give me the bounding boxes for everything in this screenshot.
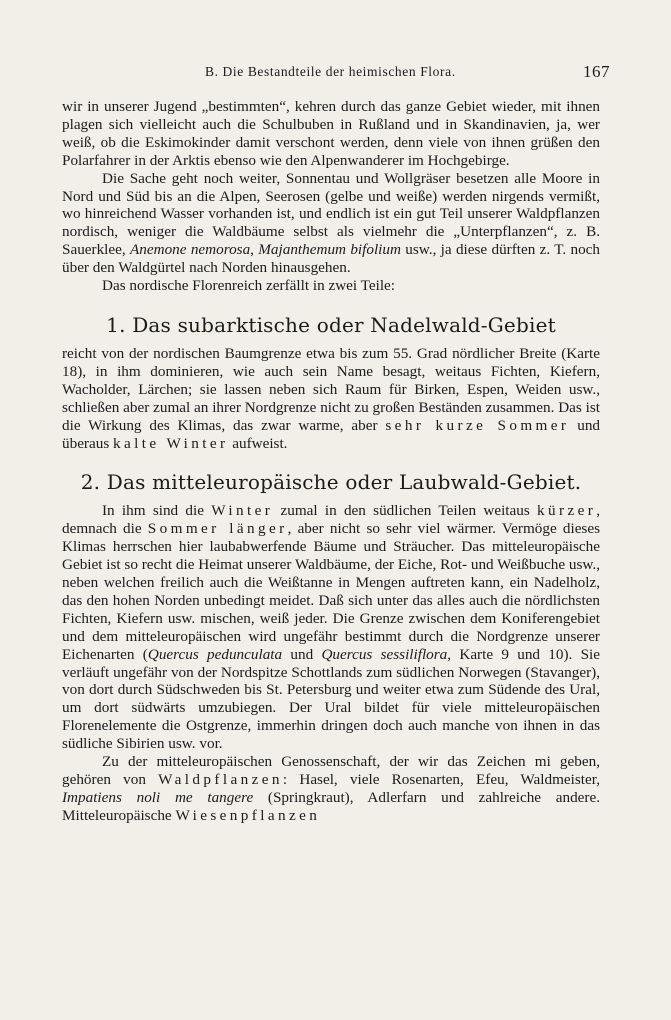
spaced-emphasis: kürzer <box>537 502 597 520</box>
text-run: : Hasel, viele Rosenarten, Efeu, Waldmeister, <box>282 771 600 788</box>
latin-name: Quercus pedunculata <box>147 645 283 663</box>
text-run: Karte 9 und 10). Sie verläuft ungefähr von der Nordspitze Schottlands zum südlichen Norwegen (Stavanger), von dort durch Südschweden bis St. Petersburg und weiter etwa zum Südende des Ural, um dort südwärts umzubiegen. Der Ural bildet für viele mitteleuropäischen Florenelemente die Ostgrenze, immerhin dringen doch auch manche von ihnen in das südliche Sibirien usw. vor. <box>62 645 600 753</box>
text-run: Die Sache geht noch weiter, Sonnentau und Wollgräser besetzen alle Moore in Nord und Süd bis an die Alpen, Seerosen (gelbe und weiße) werden nirgends vermißt, wo hinreichend Wasser vorhanden ist, und endlich ist ein gut Teil unserer Waldpflanzen nordisch, weniger die Waldbäume selbst als vielmehr die „Unterpflanzen“, z. B. Sauerklee, <box>62 169 600 259</box>
running-title: B. Die Bestandteile der heimischen Flora. <box>205 64 456 79</box>
page-number: 167 <box>583 62 610 81</box>
text-run: In ihm sind die <box>102 502 212 520</box>
spaced-emphasis: Waldpflanzen <box>158 771 283 788</box>
text-run: reicht von der nordischen Baumgrenze etwa bis zum 55. Grad nördlicher Breite (Karte 18), in ihm dominieren, wie auch sein Name besagt, weitaus Fichten, Kiefern, Wacholder, Lärchen; sie lassen neben sich Raum für Birken, Espen, Weiden usw., schließen aber zumal an ihrer Nordgrenze nicht zu großen Beständen zusammen. Das ist die Wirkung des Klimas, das zwar warme, aber <box>62 344 600 434</box>
text-run: wir in unserer Jugend „bestimmten“, kehren durch das ganze Gebiet wieder, mit ihnen plagen sich vielleicht auch die Schulbuben in Rußland und in Skandinavien, ja, wer weiß, ob die Eskimokinder damit verschont werden, denn viele von ihnen grüßen den Polarfahrer in der Arktis ebenso wie den Alpenwanderer im Hochgebirge. <box>62 98 600 169</box>
text-run: aufweist. <box>228 434 288 452</box>
text-run: zumal in den südlichen Teilen weitaus <box>273 502 538 520</box>
section-heading-central-european: 2. Das mitteleuropäische oder Laubwald-Gebiet. <box>80 470 582 495</box>
section-heading-subarctic: 1. Das subarktische oder Nadelwald-Gebiet <box>106 312 556 337</box>
paragraph-forest-plants <box>62 753 600 825</box>
paragraph-nordic-plants <box>62 170 600 277</box>
spaced-emphasis: sehr kurze Sommer <box>385 416 570 434</box>
spaced-emphasis: Winter <box>211 502 274 520</box>
paragraph-division <box>62 277 600 295</box>
paragraph-continuation <box>62 98 600 170</box>
text-run: Zu der mitteleuropäischen Genossenschaft, der wir das Zeichen mi geben, gehören von <box>62 753 600 788</box>
running-header <box>62 62 610 86</box>
text-run: (Springkraut), Adlerfarn und zahlreiche andere. Mitteleuropäische <box>62 788 601 824</box>
spaced-emphasis: Wiesenpflanzen <box>175 806 321 824</box>
page-body <box>62 98 600 825</box>
text-run: , aber nicht so sehr viel wärmer. Vermöge dieses Klimas herrschen hier laubabwerfende Bäume und Sträucher. Das mitteleuropäische Gebiet ist so recht die Heimat unserer Waldbäume, der Eiche, Rot- und Weißbuche usw., neben welchen freilich auch die Weißtanne in Mengen auftreten kann, ein Nadelholz, das den hohen Norden unbedingt meidet. Daß sich unter das alles auch die nördlichsten Fichten, Kiefern usw. mischen, weiß jeder. Die Grenze zwischen dem Koniferengebiet und dem mitteleuropäischen wird ungefähr bestimmt durch die Nordgrenze unserer Eichenarten ( <box>62 520 600 663</box>
paragraph-central-european <box>62 502 600 753</box>
text-run: usw., ja diese dürften z. T. noch über den Waldgürtel nach Norden hinausgehen. <box>62 241 601 277</box>
text-run: Das nordische Florenreich zerfällt in zwei Teile: <box>102 277 396 295</box>
latin-name: Quercus sessiliflora, <box>321 645 452 663</box>
text-run: und <box>282 645 322 663</box>
paragraph-subarctic <box>62 345 600 452</box>
latin-name: Impatiens noli me tangere <box>62 788 254 806</box>
latin-names: Anemone nemorosa, Majanthemum bifolium <box>130 241 401 259</box>
spaced-emphasis: kalte Winter <box>113 434 229 452</box>
text-run: und überaus <box>62 416 601 452</box>
spaced-emphasis: Sommer länger <box>147 520 288 538</box>
text-run: , demnach die <box>62 502 601 538</box>
